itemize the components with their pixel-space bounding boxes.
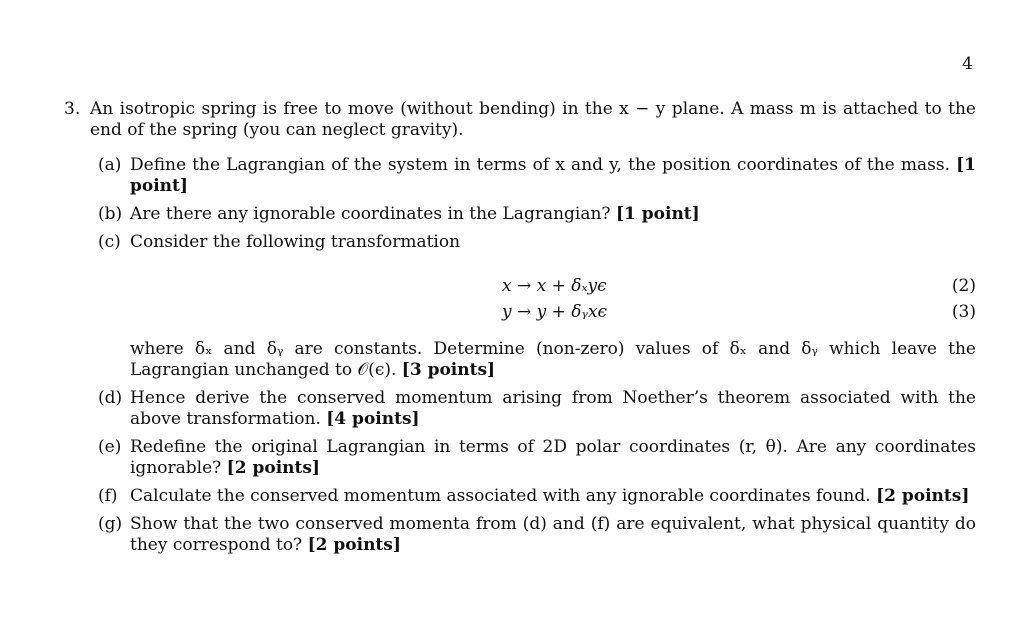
equation: x → x + δₓyϵ <box>502 275 607 296</box>
part-label: (a) <box>98 155 122 175</box>
part-text: Consider the following transformation <box>130 232 461 252</box>
part-points: [2 points] <box>307 535 401 555</box>
part-body <box>130 437 976 479</box>
part-text: Are there any ignorable coordinates in the Lagrangian? <box>130 204 611 224</box>
part-body <box>130 155 976 197</box>
part-text: Define the Lagrangian of the system in terms of x and y, the position coordinates of the mass. <box>130 155 950 175</box>
equation-number: (3) <box>951 301 976 322</box>
part-body <box>130 232 976 381</box>
part-label: (e) <box>98 437 122 457</box>
part-text: Hence derive the conserved momentum arising from Noether’s theorem associated with the above transformation. <box>130 388 976 429</box>
part-points: [2 points] <box>876 486 970 506</box>
part-body <box>130 204 976 225</box>
equation-number: (2) <box>951 275 976 296</box>
part-followup-text: where δₓ and δᵧ are constants. Determine (non-zero) values of δₓ and δᵧ which leave the Lagrangian unchanged to 𝒪(ϵ). <box>130 339 976 380</box>
problem-parts <box>98 155 976 556</box>
part-body <box>130 514 976 556</box>
part-points: [1 point] <box>130 155 977 196</box>
part-points: [3 points] <box>401 360 496 380</box>
equation-row <box>130 273 976 299</box>
part-label: (f) <box>98 486 118 506</box>
equation: y → y + δᵧxϵ <box>502 301 608 322</box>
equation-row <box>130 299 976 325</box>
part-e <box>98 437 976 479</box>
part-body <box>130 388 976 430</box>
part-points: [2 points] <box>226 458 320 478</box>
part-points: [1 point] <box>615 204 700 224</box>
equation-block <box>130 273 976 325</box>
part-a <box>98 155 976 197</box>
part-label: (g) <box>98 514 123 534</box>
part-text: Calculate the conserved momentum associated with any ignorable coordinates found. <box>130 486 871 506</box>
part-g <box>98 514 976 556</box>
problem-header <box>64 99 976 141</box>
part-c <box>98 232 976 381</box>
part-body <box>130 486 976 507</box>
part-label: (c) <box>98 232 121 252</box>
part-label: (d) <box>98 388 123 408</box>
part-f <box>98 486 976 507</box>
part-b <box>98 204 976 225</box>
part-d <box>98 388 976 430</box>
part-text: Redefine the original Lagrangian in terms of 2D polar coordinates (r, θ). Are any coordinates ignorable? <box>130 437 976 478</box>
page-number: 4 <box>962 54 973 74</box>
problem-3 <box>64 99 976 563</box>
problem-statement: An isotropic spring is free to move (without bending) in the x − y plane. A mass m is attached to the end of the spring (you can neglect gravity). <box>90 99 976 140</box>
problem-number: 3. <box>64 99 81 119</box>
part-label: (b) <box>98 204 123 224</box>
part-text: Show that the two conserved momenta from (d) and (f) are equivalent, what physical quantity do they correspond to? <box>130 514 976 555</box>
part-points: [4 points] <box>326 409 420 429</box>
